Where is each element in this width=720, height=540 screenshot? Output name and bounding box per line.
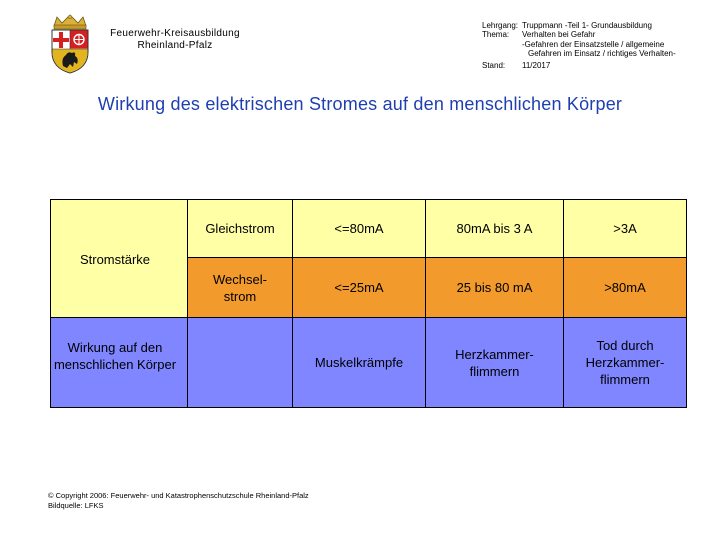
footer	[48, 491, 309, 510]
meta-row	[482, 40, 720, 49]
organization-name	[100, 28, 250, 52]
current-type-cell: Gleichstrom	[188, 200, 293, 258]
meta-row	[482, 49, 720, 58]
current-type-cell	[188, 318, 293, 408]
row-header-stromstaerke: Stromstärke	[79, 252, 151, 267]
org-name-line1: Feuerwehr-Kreisausbildung	[110, 28, 240, 39]
meta-key: Lehrgang:	[482, 21, 519, 30]
effect-cell: Muskelkrämpfe	[293, 318, 426, 408]
current-effects-table	[50, 199, 687, 408]
effect-label: Tod durch Herzkammer-flimmern	[585, 338, 665, 387]
meta-row	[482, 30, 720, 39]
meta-value: 11/2017	[522, 61, 551, 71]
meta-key: Stand:	[482, 61, 506, 71]
slide-title: Wirkung des elektrischen Stromes auf den menschlichen Körper	[97, 94, 623, 114]
current-type-cell	[188, 258, 293, 318]
meta-key	[482, 49, 522, 58]
meta-value: Truppmann -Teil 1- Grundausbildung	[522, 21, 652, 30]
image-source-text: Bildquelle: LFKS	[48, 500, 104, 510]
meta-key	[482, 40, 522, 49]
effect-cell	[564, 318, 687, 408]
table-row	[51, 200, 687, 258]
copyright-text: © Copyright 2006: Feuerwehr- und Katastrophenschutzschule Rheinland-Pfalz	[48, 491, 309, 500]
org-name-line2: Rheinland-Pfalz	[137, 40, 213, 51]
value-cell: 80mA bis 3 A	[426, 200, 564, 258]
effect-label: Herzkammer-flimmern	[455, 346, 534, 379]
meta-row	[482, 61, 720, 70]
value-cell: >80mA	[564, 258, 687, 318]
course-metadata	[482, 21, 720, 70]
effect-cell	[426, 318, 564, 408]
current-type-label: Wechsel-strom	[213, 271, 267, 304]
meta-key: Thema:	[482, 30, 510, 40]
value-cell: 25 bis 80 mA	[426, 258, 564, 318]
meta-value: Gefahren im Einsatz / richtiges Verhalten-	[528, 48, 676, 58]
meta-row	[482, 21, 720, 30]
value-cell: <=25mA	[293, 258, 426, 318]
meta-value: -Gefahren der Einsatzstelle / allgemeine	[522, 39, 665, 49]
row-header-wirkung: Wirkung auf den menschlichen Körper	[53, 340, 177, 372]
value-cell: <=80mA	[293, 200, 426, 258]
coat-of-arms-logo	[46, 14, 94, 74]
value-cell: >3A	[564, 200, 687, 258]
meta-value: Verhalten bei Gefahr	[522, 30, 596, 40]
